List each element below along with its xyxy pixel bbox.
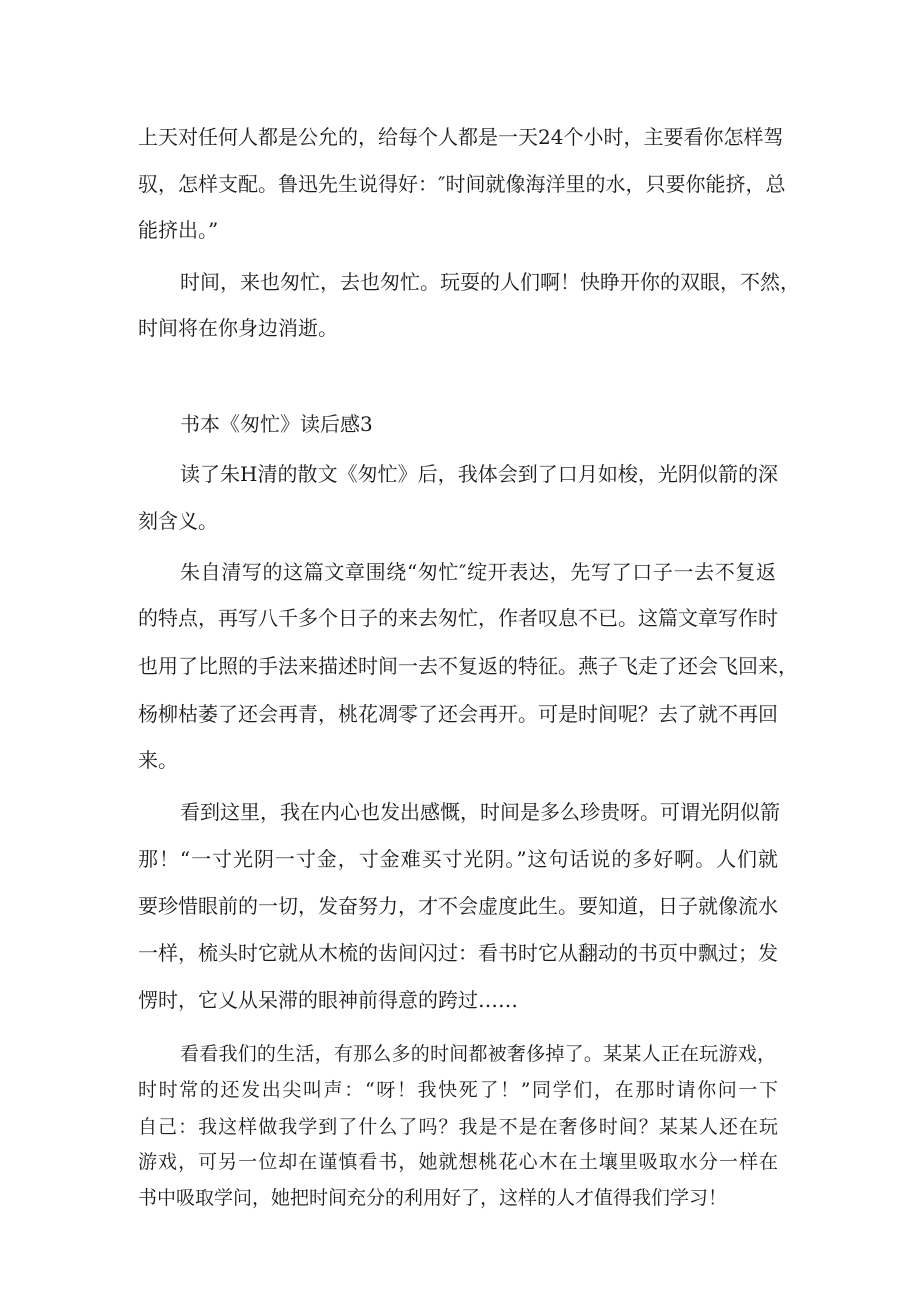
paragraph-4-line-4: 杨柳枯萎了还会再青，桃花凋零了还会再开。可是时间呢？去了就不再回 [138, 702, 778, 726]
paragraph-1-line-1: 上天对任何人都是公允的，给每个人都是一天24个小时，主要看你怎样驾 [138, 125, 784, 149]
paragraph-2-line-2: 时间将在你身边消逝。 [138, 316, 338, 340]
paragraph-6-line-2: 时时常的还发出尖叫声：“呀！我快死了！”同学们，在那时请你问一下 [138, 1079, 780, 1101]
paragraph-1-line-2: 驭，怎样支配。鲁迅先生说得好：″时间就像海洋里的水，只要你能挤，总 [138, 172, 786, 196]
paragraph-6-line-3: 自己：我这样做我学到了什么了吗？我是不是在奢侈时间？某某人还在玩 [138, 1116, 780, 1138]
paragraph-6-line-1: 看看我们的生活，有那么多的时间都被奢侈掉了。某某人正在玩游戏， [180, 1043, 777, 1065]
paragraph-4-line-1: 朱自清写的这篇文章围绕“匆忙″绽开表达，先写了口子一去不复返 [180, 560, 777, 584]
paragraph-1-line-3: 能挤出。” [138, 218, 219, 242]
paragraph-5-line-3: 要珍惜眼前的一切，发奋努力，才不会虚度此生。要知道，日子就像流水 [138, 894, 778, 918]
paragraph-5-line-4: 一样，梳头时它就从木梳的齿间闪过：看书时它从翻动的书页中飘过；发 [138, 941, 778, 965]
paragraph-5-line-1: 看到这里，我在内心也发出感慨，时间是多么珍贵呀。可谓光阴似箭 [180, 800, 780, 824]
paragraph-6-line-4: 游戏，可另一位却在谨慎看书，她就想桃花心木在土壤里吸取水分一样在 [138, 1151, 780, 1173]
paragraph-4-line-2: 的特点，再写八千多个日子的来去匆忙，作者叹息不已。这篇文章写作时 [138, 606, 778, 630]
paragraph-2-line-1: 时间，来也匆忙，去也匆忙。玩耍的人们啊！快睁开你的双眼，不然， [180, 270, 800, 294]
paragraph-5-line-2: 那！“一寸光阴一寸金，寸金难买寸光阴。”这句话说的多好啊。人们就 [138, 847, 779, 871]
paragraph-6-line-5: 书中吸取学问，她把时间充分的利用好了，这样的人才值得我们学习！ [138, 1187, 728, 1209]
paragraph-4-line-5: 来。 [138, 748, 178, 772]
section-title: 书本《匆忙》读后感3 [180, 412, 373, 436]
paragraph-4-line-3: 也用了比照的手法来描述时间一去不复返的特征。燕子飞走了还会飞回来， [138, 654, 798, 678]
paragraph-3-line-1: 读了朱H清的散文《匆忙》后，我体会到了口月如梭，光阴似箭的深 [180, 462, 779, 486]
paragraph-5-line-5: 愣时，它乂从呆滞的眼神前得意的跨过…… [138, 988, 518, 1012]
paragraph-3-line-2: 刻含义。 [138, 509, 218, 533]
